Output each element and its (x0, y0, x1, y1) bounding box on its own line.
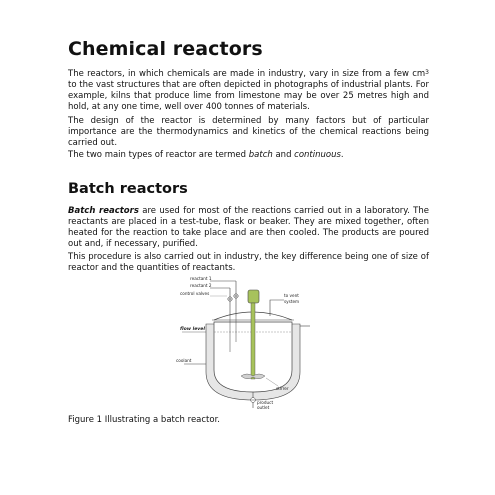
batch-reactors-term: Batch reactors (68, 206, 139, 216)
label-coolant: coolant (176, 358, 192, 363)
intro-p1-text-b: to the vast structures that are often depicted in photographs of industrial plants. For example, kilns that produce lime from limestone may be over 25 metres high and hold, at any one time, well over 400 tonnes of materials. (68, 80, 429, 112)
intro-paragraph-2: The design of the reactor is determined by many factors but of particular importance are the thermodynamics and kinetics of the chemical reactions being carried out. (68, 116, 429, 148)
figure-caption: Figure 1 Illustrating a batch reactor. (68, 415, 221, 425)
intro-paragraph-1 (68, 69, 429, 113)
batch-term: batch (248, 150, 273, 160)
label-reactant1: reactant 1 (190, 276, 212, 281)
motor-icon (248, 290, 259, 303)
page-title: Chemical reactors (68, 38, 263, 60)
batch-reactor-diagram (170, 272, 320, 410)
label-outlet: outlet (257, 405, 270, 410)
batch-p1-text: are used for most of the reactions carried out in a laboratory. The reactants are placed in a test-tube, flask or beaker. They are mixed together, often heated for the reaction to take place and are then cooled. The products are poured out and, if necessary, purified. (68, 206, 429, 249)
label-product: product (257, 400, 274, 405)
p3-and: and (272, 150, 295, 160)
label-flow-level: flow level (180, 327, 205, 332)
p3-text-a: The two main types of reactor are termed (68, 150, 249, 160)
intro-p1-text-a: The reactors, in which chemicals are made in industry, vary in size from a few cm (68, 69, 426, 79)
batch-paragraph-2: This procedure is also carried out in industry, the key difference being one of size of reactor and the quantities of reactants. (68, 252, 429, 273)
cubic-superscript: 3 (425, 69, 429, 76)
label-system: system (284, 299, 300, 304)
section-heading-batch-reactors: Batch reactors (68, 181, 188, 197)
label-stirrer: stirrer (276, 386, 289, 391)
intro-paragraph-3 (68, 150, 429, 161)
label-reactant2: reactant 2 (190, 283, 212, 288)
control-valve-icons (228, 294, 238, 301)
stirrer-shaft (251, 303, 255, 379)
batch-paragraph-1 (68, 206, 429, 250)
p3-end: . (340, 150, 344, 160)
label-to-vent: to vent (284, 293, 299, 298)
label-control-valves: control valves (180, 291, 210, 296)
continuous-term: continuous (294, 150, 341, 160)
